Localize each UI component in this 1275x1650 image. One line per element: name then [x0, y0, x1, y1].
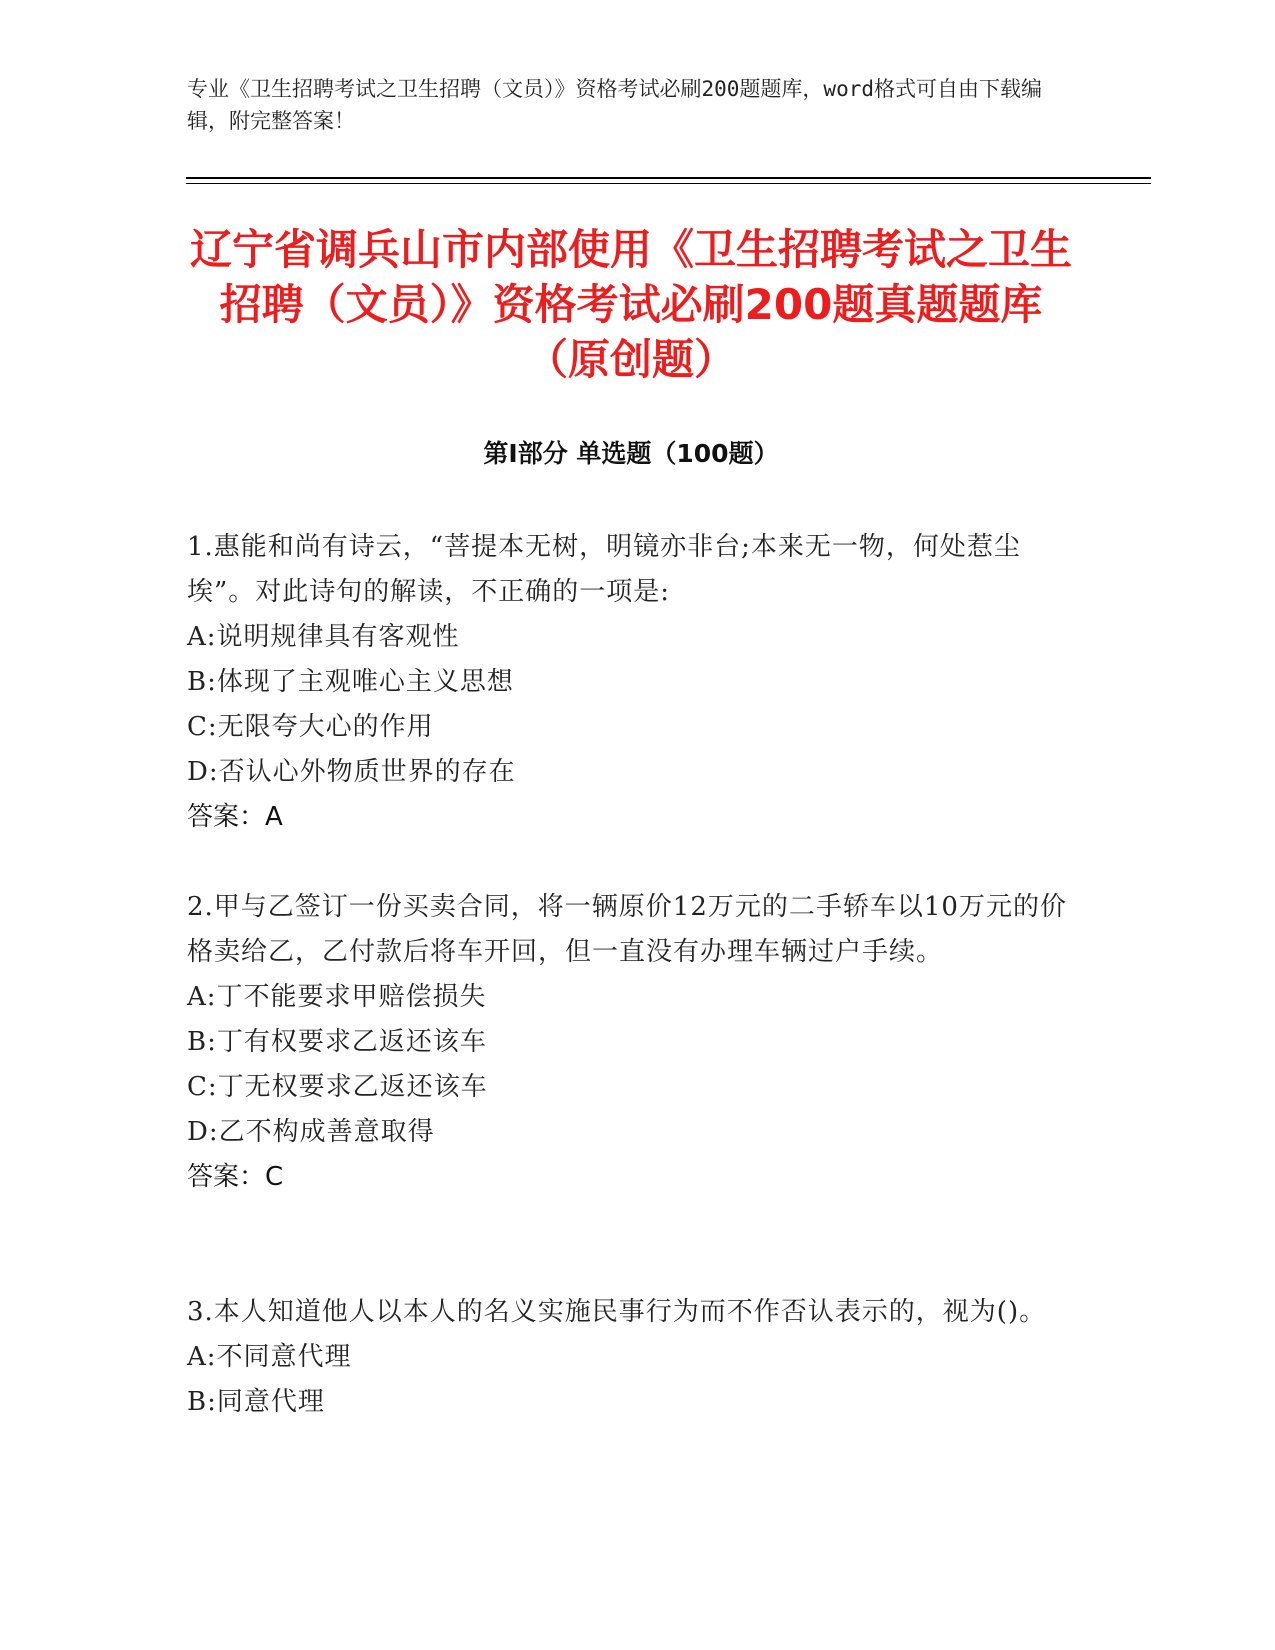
option-d: D:否认心外物质世界的存在	[187, 757, 516, 787]
section-heading: 第Ⅰ部分 单选题（100题）	[483, 439, 779, 468]
option-b: B:同意代理	[187, 1387, 325, 1417]
header-note: 专业《卫生招聘考试之卫生招聘（文员）》资格考试必刷200题题库，word格式可自由下载编辑，附完整答案！	[187, 77, 1042, 133]
option-a: A:说明规律具有客观性	[187, 622, 460, 652]
option-a: A:不同意代理	[187, 1342, 352, 1372]
question-1	[187, 525, 1067, 840]
answer-line: 答案：A	[187, 802, 283, 832]
option-a: A:丁不能要求甲赔偿损失	[187, 982, 487, 1012]
question-stem: 1.惠能和尚有诗云，“菩提本无树，明镜亦非台;本来无一物，何处惹尘埃”。对此诗句的解读，不正确的一项是:	[187, 532, 1021, 607]
question-stem: 3.本人知道他人以本人的名义实施民事行为而不作否认表示的，视为()。	[187, 1297, 1047, 1327]
question-2	[187, 885, 1067, 1200]
question-stem: 2.甲与乙签订一份买卖合同，将一辆原价12万元的二手轿车以10万元的价格卖给乙，乙付款后将车开回，但一直没有办理车辆过户手续。	[187, 892, 1067, 967]
answer-line: 答案：C	[187, 1162, 284, 1192]
option-c: C:丁无权要求乙返还该车	[187, 1072, 488, 1102]
option-c: C:无限夸大心的作用	[187, 712, 434, 742]
option-b: B:丁有权要求乙返还该车	[187, 1027, 487, 1057]
option-d: D:乙不构成善意取得	[187, 1117, 435, 1147]
option-b: B:体现了主观唯心主义思想	[187, 667, 514, 697]
header-divider-thick	[186, 177, 1151, 179]
header-divider-thin	[186, 183, 1151, 184]
question-3	[187, 1290, 1067, 1425]
document-title: 辽宁省调兵山市内部使用《卫生招聘考试之卫生招聘（文员）》资格考试必刷200题真题题库（原创题）	[189, 225, 1072, 384]
